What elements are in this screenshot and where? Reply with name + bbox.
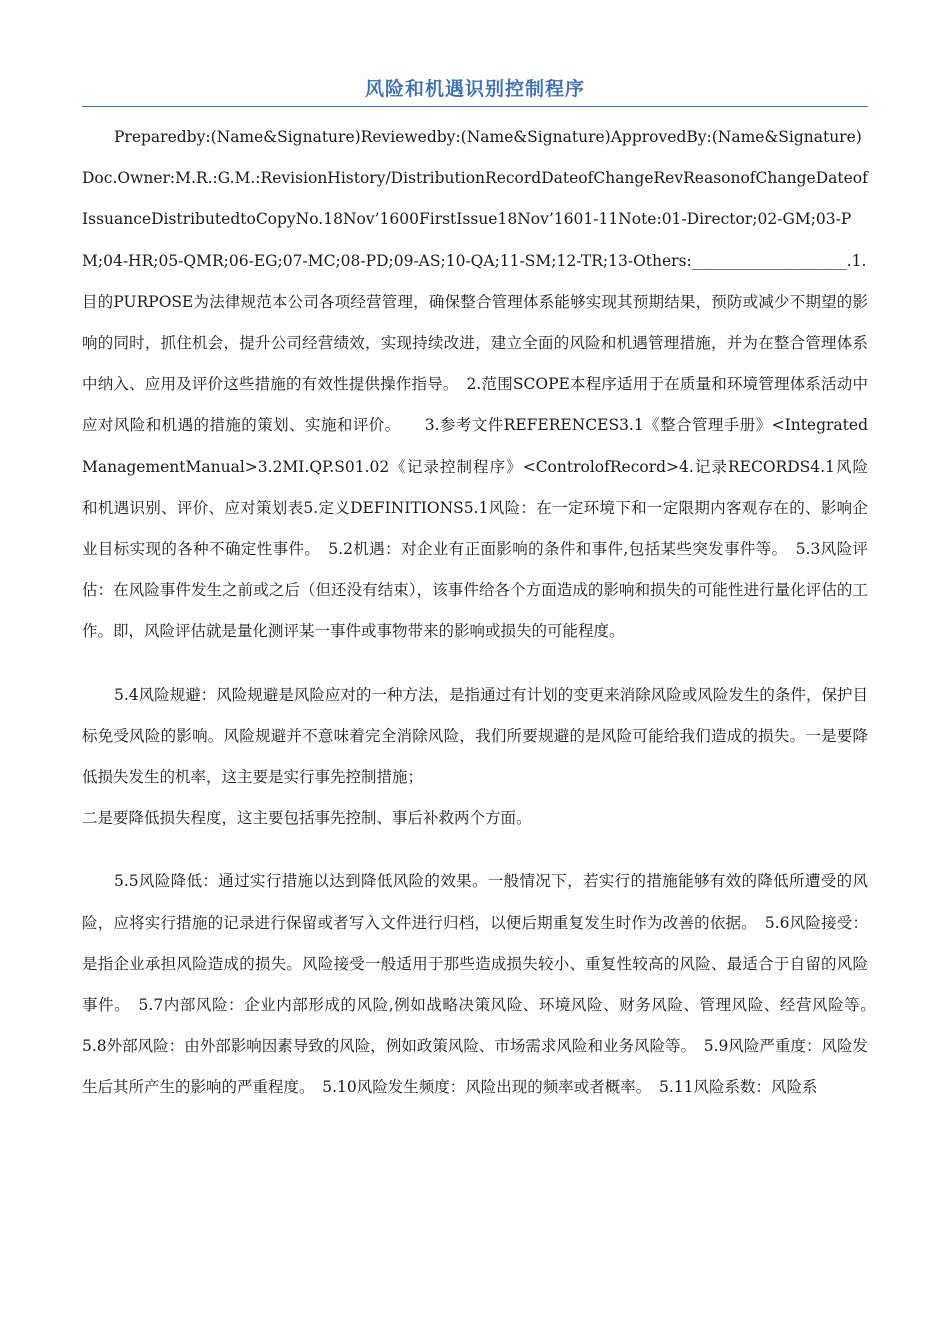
paragraph-loss-reduction: 二是要降低损失程度，这主要包括事先控制、事后补救两个方面。: [82, 809, 532, 828]
paragraph-header-and-definitions: Preparedby:(Name&Signature)Reviewedby:(Name&Signature)ApprovedBy:(Name&Signature)Doc.Owner:M.R.:G.M.:RevisionHistory/DistributionRecordDateofChangeRevReasonofChangeDateofIssuanceDistributedtoCopyNo.18Nov’1600FirstIssue18Nov’1601-11Note:01-Director;02-GM;03-PM;04-HR;05-QMR;06-EG;07-MC;08-PD;09-AS;10-QA;11-SM;12-TR;13-Others:____________________.1.目的PURPOSE为法律规范本公司各项经营管理，确保整合管理体系能够实现其预期结果，预防或减少不期望的影响的同时，抓住机会，提升公司经营绩效，实现持续改进，建立全面的风险和机遇管理措施，并为在整合管理体系中纳入、应用及评价这些措施的有效性提供操作指导。 2.范围SCOPE本程序适用于在质量和环境管理体系活动中应对风险和机遇的措施的策划、实施和评价。 3.参考文件REFERENCES3.1《整合管理手册》<IntegratedManagementManual>3.2MI.QP.S01.02《记录控制程序》<ControlofRecord>4.记录RECORDS4.1风险和机遇识别、评价、应对策划表5.定义DEFINITIONS5.1风险：在一定环境下和一定限期内客观存在的、影响企业目标实现的各种不确定性事件。 5.2机遇：对企业有正面影响的条件和事件,包括某些突发事件等。 5.3风险评估：在风险事件发生之前或之后（但还没有结束），该事件给各个方面造成的影响和损失的可能性进行量化评估的工作。即，风险评估就是量化测评某一事件或事物带来的影响或损失的可能程度。: [82, 128, 868, 641]
paragraph-risk-reduction: 5.5风险降低：通过实行措施以达到降低风险的效果。一般情况下，若实行的措施能够有效的降低所遭受的风险，应将实行措施的记录进行保留或者写入文件进行归档，以便后期重复发生时作为改善的依据。 5.6风险接受：是指企业承担风险造成的损失。风险接受一般适用于那些造成损失较小、重复性较高的风险、最适合于自留的风险事件。 5.7内部风险：企业内部形成的风险,例如战略决策风险、环境风险、财务风险、管理风险、经营风险等。 5.8外部风险：由外部影响因素导致的风险，例如政策风险、市场需求风险和业务风险等。 5.9风险严重度：风险发生后其所产生的影响的严重程度。 5.10风险发生频度：风险出现的频率或者概率。 5.11风险系数：风险系: [82, 872, 884, 1097]
paragraph-risk-avoidance: 5.4风险规避：风险规避是风险应对的一种方法，是指通过有计划的变更来消除风险或风险发生的条件，保护目标免受风险的影响。风险规避并不意味着完全消除风险，我们所要规避的是风险可能给我们造成的损失。一是要降低损失发生的机率，这主要是实行事先控制措施；: [82, 685, 868, 787]
title-underline: [82, 106, 868, 107]
document-page: [82, 74, 884, 1109]
document-title: 风险和机遇识别控制程序: [364, 78, 585, 100]
